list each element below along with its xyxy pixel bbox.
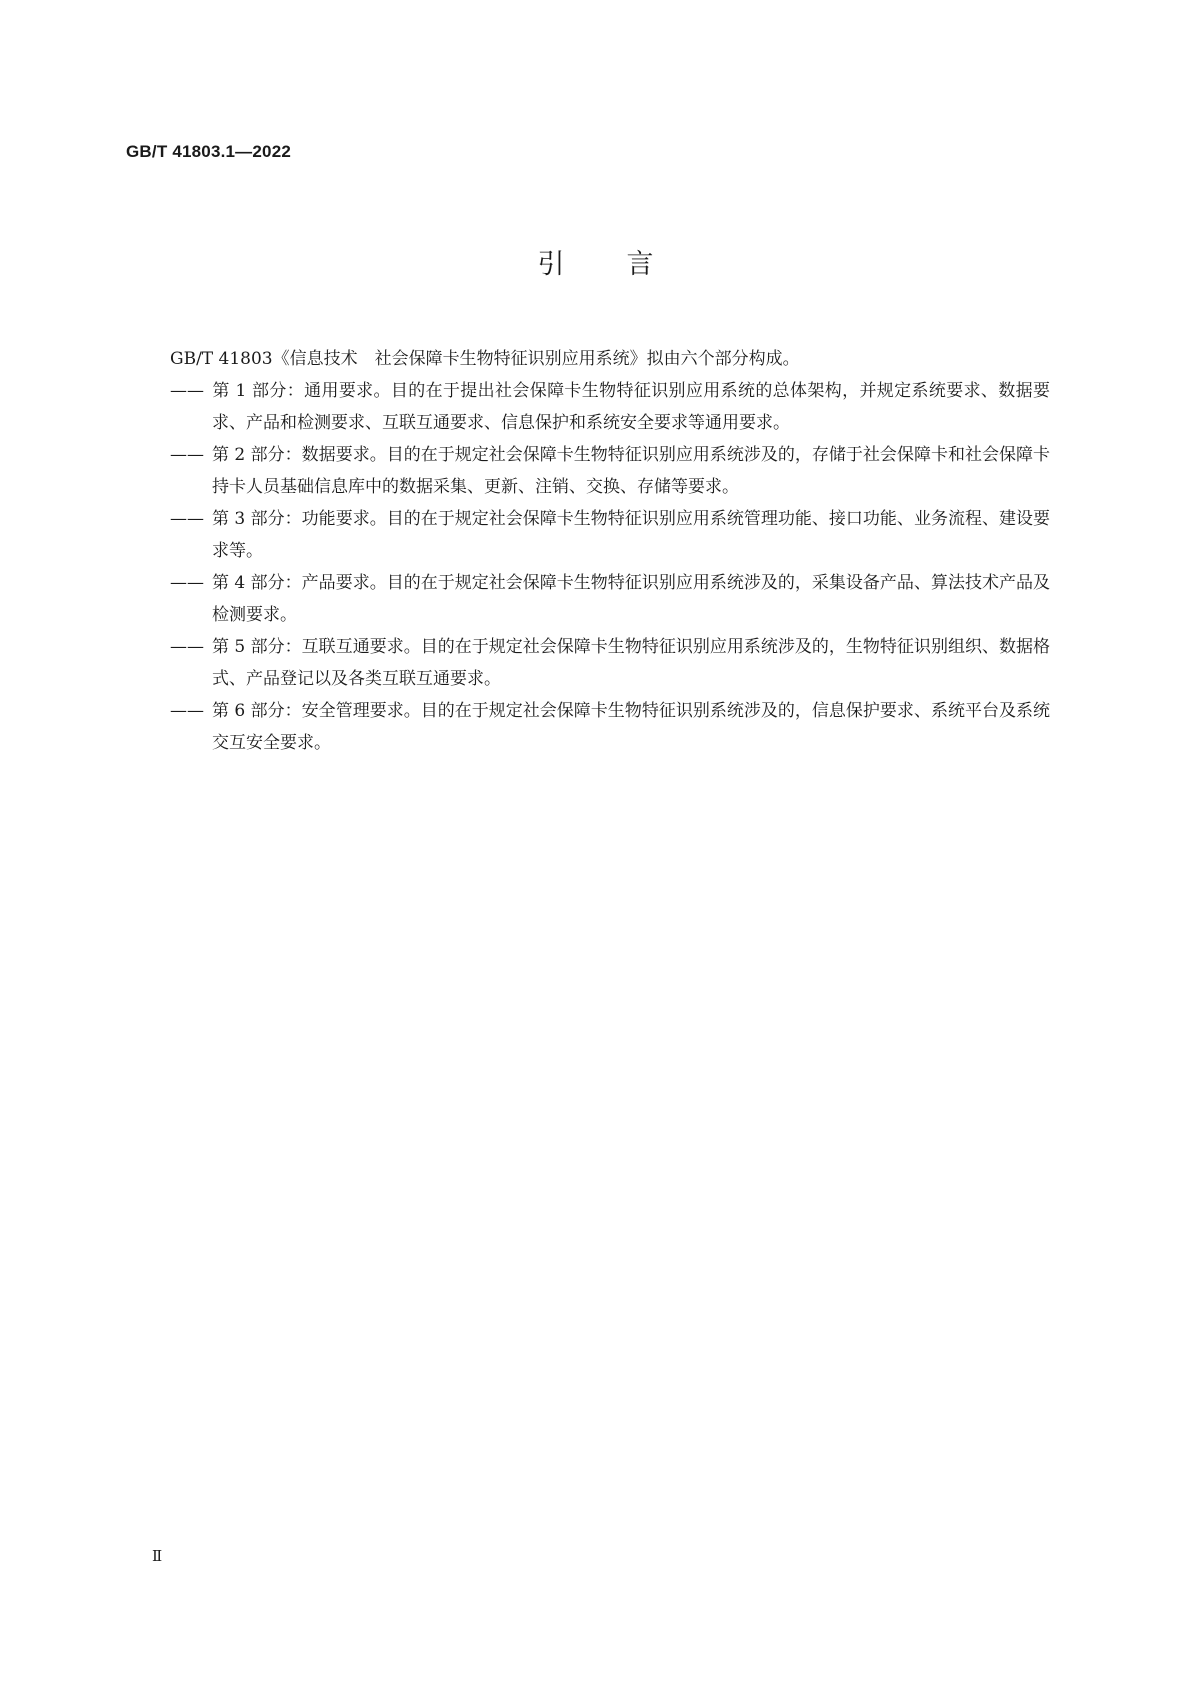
list-dash: —— <box>170 381 204 401</box>
list-dash: —— <box>170 701 204 721</box>
part-item-6 <box>170 695 1050 759</box>
list-dash: —— <box>170 573 204 593</box>
page-number: Ⅱ <box>152 1547 163 1565</box>
part-item-3 <box>170 503 1050 567</box>
page-title: 引言 <box>537 249 716 280</box>
introduction-body <box>170 343 1050 759</box>
intro-paragraph: GB/T 41803《信息技术 社会保障卡生物特征识别应用系统》拟由六个部分构成。 <box>170 349 800 369</box>
part-item-text: 第 2 部分：数据要求。目的在于规定社会保障卡生物特征识别应用系统涉及的，存储于社会保障卡和社会保障卡持卡人员基础信息库中的数据采集、更新、注销、交换、存储等要求。 <box>212 445 1050 497</box>
part-item-text: 第 1 部分：通用要求。目的在于提出社会保障卡生物特征识别应用系统的总体架构，并规定系统要求、数据要求、产品和检测要求、互联互通要求、信息保护和系统安全要求等通用要求。 <box>212 381 1050 433</box>
part-item-text: 第 6 部分：安全管理要求。目的在于规定社会保障卡生物特征识别系统涉及的，信息保护要求、系统平台及系统交互安全要求。 <box>212 701 1050 753</box>
part-item-text: 第 3 部分：功能要求。目的在于规定社会保障卡生物特征识别应用系统管理功能、接口功能、业务流程、建设要求等。 <box>212 509 1050 561</box>
list-dash: —— <box>170 445 204 465</box>
standard-code: GB/T 41803.1—2022 <box>126 142 291 161</box>
part-item-5 <box>170 631 1050 695</box>
list-dash: —— <box>170 637 204 657</box>
part-item-2 <box>170 439 1050 503</box>
list-dash: —— <box>170 509 204 529</box>
part-item-4 <box>170 567 1050 631</box>
part-item-text: 第 5 部分：互联互通要求。目的在于规定社会保障卡生物特征识别应用系统涉及的，生物特征识别组织、数据格式、产品登记以及各类互联互通要求。 <box>212 637 1050 689</box>
part-item-text: 第 4 部分：产品要求。目的在于规定社会保障卡生物特征识别应用系统涉及的，采集设备产品、算法技术产品及检测要求。 <box>212 573 1050 625</box>
part-item-1 <box>170 375 1050 439</box>
